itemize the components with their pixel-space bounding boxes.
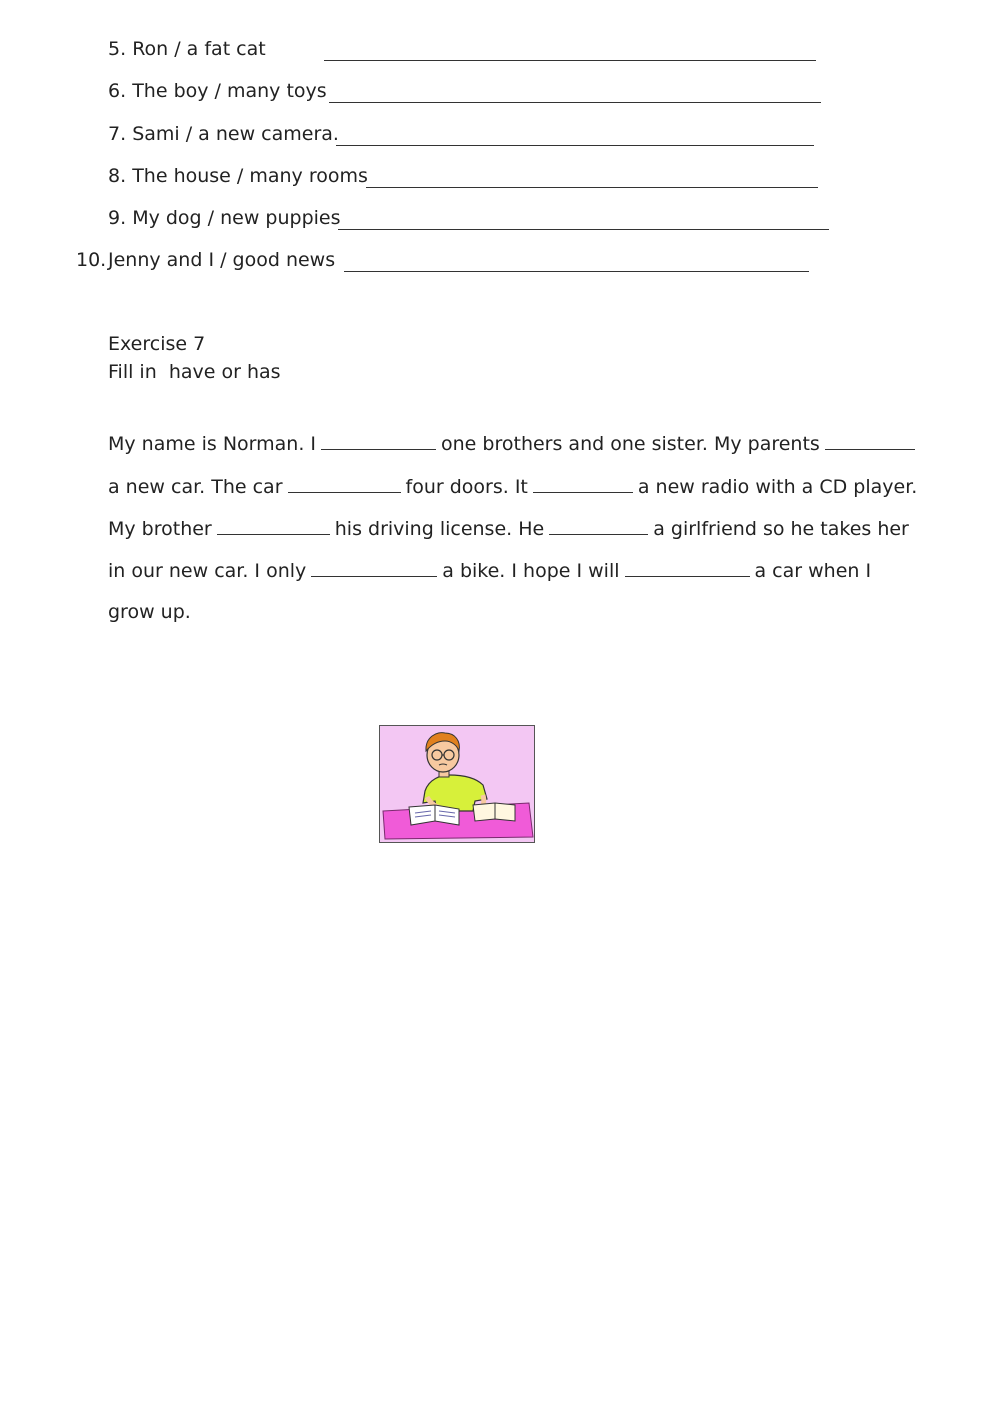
answer-line[interactable] <box>324 60 816 61</box>
answer-line[interactable] <box>336 145 814 146</box>
exercise-item-9 <box>0 207 1000 237</box>
exercise-title: Exercise 7 <box>108 333 206 355</box>
answer-line[interactable] <box>344 271 809 272</box>
item-prompt <box>108 165 368 187</box>
item-prompt <box>108 207 341 229</box>
answer-line[interactable] <box>366 187 818 188</box>
text-segment: a girlfriend so he takes her <box>653 518 909 540</box>
item-number: 9. <box>108 207 127 229</box>
text-segment: a bike. I hope I will <box>442 560 620 582</box>
fill-in-blank[interactable] <box>311 558 437 577</box>
item-text: My dog / new puppies <box>132 207 341 229</box>
exercise-item-7 <box>0 123 1000 153</box>
exercise-item-6 <box>0 80 1000 110</box>
item-number: 5. <box>108 38 127 60</box>
fill-in-blank[interactable] <box>625 558 750 577</box>
answer-line[interactable] <box>338 229 829 230</box>
item-prompt <box>108 80 327 102</box>
text-segment: a new car. The car <box>108 476 283 498</box>
text-segment: four doors. It <box>405 476 528 498</box>
exercise-instruction: Fill in have or has <box>108 361 281 383</box>
item-text: The boy / many toys <box>132 80 327 102</box>
text-segment: one brothers and one sister. My parents <box>441 433 820 455</box>
exercise-item-8 <box>0 165 1000 195</box>
fill-in-blank[interactable] <box>288 474 401 493</box>
item-text: The house / many rooms <box>132 165 368 187</box>
text-segment: in our new car. I only <box>108 560 307 582</box>
fill-in-blank[interactable] <box>549 516 648 535</box>
boy-reading-books-icon <box>379 725 535 843</box>
paragraph-line <box>108 601 191 631</box>
item-prompt <box>108 38 266 60</box>
paragraph-line <box>108 558 871 588</box>
exercise-item-5 <box>0 38 1000 68</box>
answer-line[interactable] <box>329 102 821 103</box>
text-segment: My brother <box>108 518 212 540</box>
exercise-item-10 <box>0 249 1000 279</box>
text-segment: his driving license. He <box>334 518 545 540</box>
fill-in-blank[interactable] <box>217 516 330 535</box>
text-segment: My name is Norman. I <box>108 433 317 455</box>
item-number: 6. <box>108 80 127 102</box>
item-number: 8. <box>108 165 127 187</box>
paragraph-line <box>108 516 909 546</box>
paragraph-line <box>108 431 920 461</box>
fill-in-blank[interactable] <box>825 431 915 450</box>
text-segment: a new radio with a CD player. <box>637 476 918 498</box>
illustration-svg <box>379 725 535 843</box>
item-number: 7. <box>108 123 127 145</box>
item-prompt <box>108 123 339 145</box>
item-text: Sami / a new camera. <box>132 123 339 145</box>
text-segment: grow up. <box>108 601 191 623</box>
item-text: Ron / a fat cat <box>132 38 266 60</box>
item-text: Jenny and I / good news <box>108 249 336 271</box>
item-number: 10. <box>76 249 107 271</box>
fill-in-blank[interactable] <box>321 431 436 450</box>
fill-in-blank[interactable] <box>533 474 633 493</box>
text-segment: a car when I <box>754 560 872 582</box>
paragraph-line <box>108 474 917 504</box>
